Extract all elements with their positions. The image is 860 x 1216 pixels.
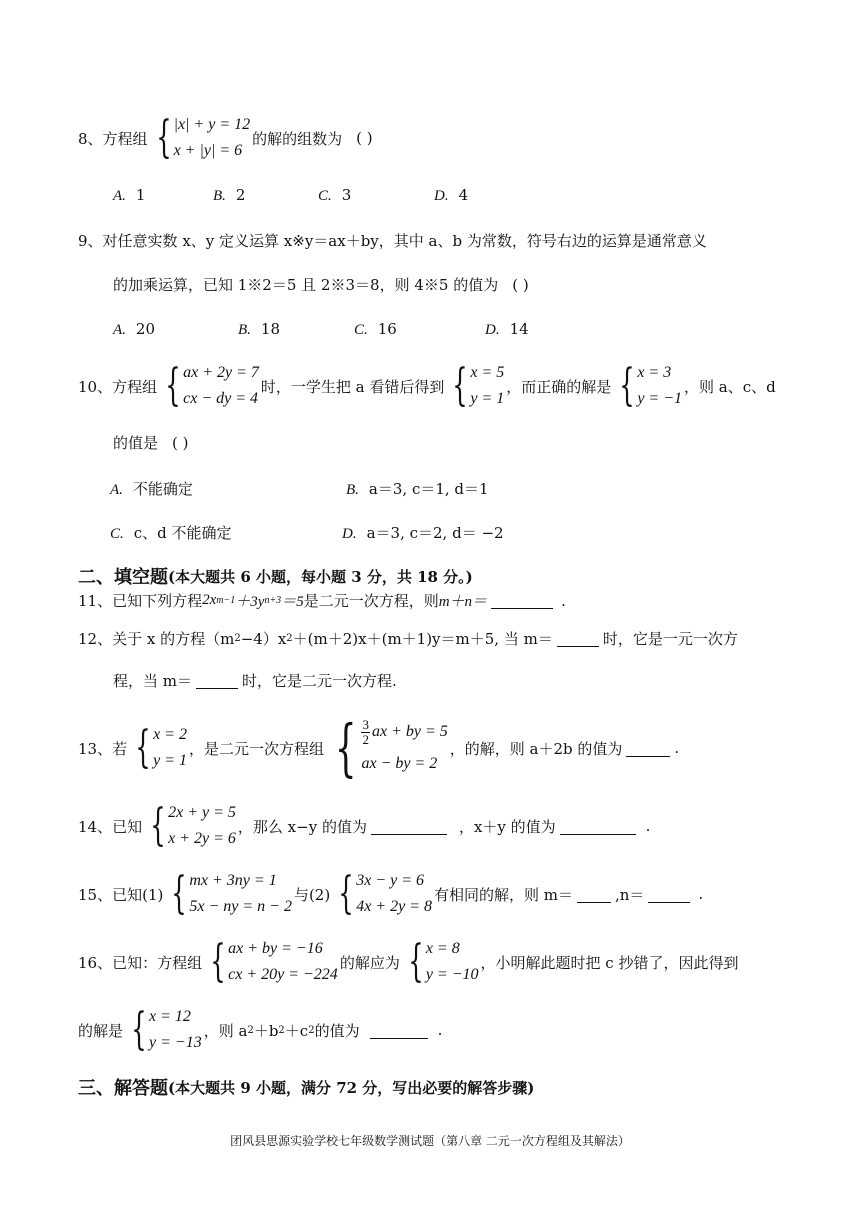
q9-option-b: B. 18 [238,320,281,338]
q8-answer-paren: ( ) [356,129,373,147]
q13-end: . [674,739,680,757]
q12-line1-d: 时，它是一元一次方 [602,630,738,648]
brace-icon: { [452,360,469,411]
q16-line2-c: ＋b [253,1021,279,1040]
q12-line1-a: 关于 x 的方程（m [112,630,235,648]
question-10-line2 [113,432,189,453]
q16-system [204,936,338,988]
q9-line1: 对任意实数 x、y 定义运算 x※y＝ax＋by，其中 a、b 为常数，符号右边的运算是通常意义 [102,232,707,250]
q13-fraction [361,718,370,747]
q15-end: . [698,885,704,903]
brace-icon: { [619,360,636,411]
brace-icon: { [338,868,354,919]
section-3-heading [78,1074,534,1100]
q10-line2: 的值是 [113,434,159,452]
q10-s2a: x = 3 [637,364,672,381]
question-9 [78,230,707,251]
q8-option-b: B. 2 [213,186,246,204]
q10-eq2: cx − dy = 4 [183,390,259,407]
q10-eq1: ax + 2y = 7 [183,364,259,381]
q8-text-a: 方程组 [102,129,148,148]
q11-text-b: 是二元一次方程，则 [303,592,439,610]
q10-option-d: D. a＝3, c＝2, d＝ −2 [342,524,504,542]
q12-sup2: 2 [286,633,293,644]
brace-icon: { [150,800,166,851]
q10-system [159,360,259,412]
q13-system [326,711,448,784]
q10-text-d: ，则 a、c、d [684,377,776,396]
section-2-heading [78,563,473,589]
q9-answer-paren: ( ) [512,275,529,294]
question-16-line2 [78,1004,442,1056]
q12-sup: 2 [234,633,241,644]
brace-icon: { [155,112,172,163]
q13-answer-blank[interactable] [626,740,670,757]
q15-text-c: 有相同的解，则 m＝ [433,885,573,904]
q8-eq1: |x| + y = 12 [173,116,251,133]
q14-text-b: ，那么 x−y 的值为 [237,817,367,836]
q15-eq3: 3x − y = 6 [356,872,424,889]
q11-eq-c: ＝5 [281,594,304,610]
q16-line2-e: 的值为 [314,1021,360,1040]
q13-frac-den: 2 [362,731,369,747]
question-14 [78,800,650,852]
q8-text-b: 的解的组数为 [252,129,343,148]
question-11 [78,590,566,611]
q15-text-a: 已知(1) [112,885,164,904]
q13-eq1: ax + by = 5 [371,723,448,740]
q16-sup-b: 2 [278,1024,285,1036]
question-9-line2 [113,274,529,295]
question-10 [78,360,776,412]
q16-s1b: y = −10 [425,966,479,983]
q15-eq4: 4x + 2y = 8 [356,898,432,915]
section-3-title: 三、解答题 [78,1078,168,1099]
q9-line2: 的加乘运算，已知 1※2＝5 且 2※3＝8，则 4※5 的值为 [113,276,499,294]
q15-number: 15、 [78,885,113,904]
q16-eq2: cx + 20y = −224 [228,966,338,983]
q13-eq2: ax − by = 2 [361,755,438,772]
q16-text-c: ，小明解此题时把 c 抄错了，因此得到 [480,953,739,972]
q11-eq-a: 2x [202,592,217,608]
q15-eq1: mx + 3ny = 1 [189,872,277,889]
q10-option-c: C. c、d 不能确定 [110,524,232,542]
q10-right-solution [613,360,682,412]
q12-line1-c: ＋(m＋2)x＋(m＋1)y＝m＋5, 当 m＝ [292,630,553,648]
q11-answer-blank[interactable] [491,592,553,609]
question-15 [78,868,703,920]
q14-answer-blank-1[interactable] [371,818,447,835]
q14-number: 14、 [78,817,113,836]
q15-system-1 [165,868,292,920]
q15-answer-blank-1[interactable] [577,886,611,903]
brace-icon: { [131,1004,147,1055]
question-13 [78,711,680,784]
q16-wrong-solution [125,1004,202,1056]
q13-text-a: 若 [112,739,128,758]
q16-number: 16、 [78,953,113,972]
question-12 [78,628,738,649]
q16-line2-b: ，则 a [203,1021,248,1040]
q15-answer-blank-2[interactable] [648,886,690,903]
brace-icon: { [171,868,188,919]
q14-eq2: x + 2y = 6 [168,830,236,847]
q10-text-b: 时，一学生把 a 看错后得到 [260,377,445,396]
q10-wrong-solution [446,360,504,412]
q14-system [144,800,236,852]
q10-s1a: x = 5 [470,364,505,381]
q14-text-a: 已知 [112,817,143,836]
q12-number: 12、 [78,630,113,648]
section-2-title: 二、填空题 [78,567,168,588]
q8-option-a: A. 1 [113,186,146,204]
question-12-line2 [113,670,397,691]
brace-icon: { [210,936,226,987]
q12-answer-blank-1[interactable] [557,630,599,647]
q10-answer-paren: ( ) [172,433,189,452]
q16-text-b: 的解应为 [339,953,400,972]
q11-sup-a: m−1 [216,595,236,606]
q16-sup-c: 2 [308,1024,315,1036]
q16-text-a: 已知：方程组 [112,953,203,972]
brace-icon: { [165,360,181,411]
q10-s1b: y = 1 [470,390,505,407]
q14-end: . [645,817,651,835]
q16-line2-a: 的解是 [78,1021,124,1040]
q16-line2-d: ＋c [284,1021,309,1040]
q8-number: 8、 [78,129,103,148]
q13-s-b: y = 1 [153,752,188,769]
q8-eq2: x + |y| = 6 [173,142,243,159]
q15-text-d: ,n＝ [614,885,645,904]
q16-end: . [437,1021,443,1039]
brace-icon: { [334,711,357,784]
brace-icon: { [135,722,151,773]
q11-text-a: 已知下列方程 [112,592,203,610]
question-16 [78,936,738,988]
q10-option-a: A. 不能确定 [110,480,193,498]
brace-icon: { [408,936,424,987]
q12-line1-b: −4）x [240,630,287,648]
q10-option-b: B. a＝3, c＝1, d＝1 [346,480,489,498]
q13-number: 13、 [78,739,113,758]
q11-end: . [561,591,566,610]
q10-number: 10、 [78,377,113,396]
q9-option-a: A. 20 [113,320,156,338]
q16-sup-a: 2 [247,1024,254,1036]
q16-correct-solution [402,936,479,988]
q16-s2a: x = 12 [149,1008,191,1025]
q15-system-2 [332,868,432,920]
q10-text-c: ，而正确的解是 [506,377,612,396]
q15-text-b: 与(2) [293,885,331,904]
section-3-note: (本大题共 9 小题，满分 72 分，写出必要的解答步骤) [168,1078,535,1097]
q9-option-c: C. 16 [354,320,397,338]
q12-line2-b: 时，它是二元一次方程. [242,672,397,690]
q9-number: 9、 [78,232,103,250]
q15-eq2: 5x − ny = n − 2 [189,898,292,915]
q13-text-b: ，是二元一次方程组 [189,739,325,758]
q13-s-a: x = 2 [153,726,188,743]
q16-eq1: ax + by = −16 [228,940,323,957]
q16-s1a: x = 8 [425,940,460,957]
q10-s2b: y = −1 [637,390,683,407]
q8-option-c: C. 3 [318,186,352,204]
q12-line2-a: 程，当 m＝ [113,672,192,690]
q10-text-a: 方程组 [112,377,158,396]
page-footer: 团风县思源实验学校七年级数学测试题（第八章 二元一次方程组及其解法） [230,1134,630,1148]
q8-system [150,112,251,164]
q14-answer-blank-2[interactable] [560,818,636,835]
q14-eq1: 2x + y = 5 [168,804,236,821]
q14-text-c: ，x＋y 的值为 [458,817,556,836]
q11-number: 11、 [78,592,113,610]
q13-solution [129,722,187,774]
q12-answer-blank-2[interactable] [196,672,238,689]
q11-eq-d: m＋n＝ [438,594,488,610]
q9-option-d: D. 14 [485,320,529,338]
q16-s2b: y = −13 [149,1034,202,1051]
q11-eq-b: ＋3y [235,594,265,610]
q8-option-d: D. 4 [434,186,469,204]
q13-frac-num: 3 [362,716,369,732]
section-2-note: (本大题共 6 小题，每小题 3 分，共 18 分。) [168,567,473,586]
q16-answer-blank[interactable] [370,1022,428,1039]
q11-sup-b: n+3 [264,595,282,606]
q13-text-c: ，的解，则 a＋2b 的值为 [449,739,623,758]
question-8 [78,112,373,164]
